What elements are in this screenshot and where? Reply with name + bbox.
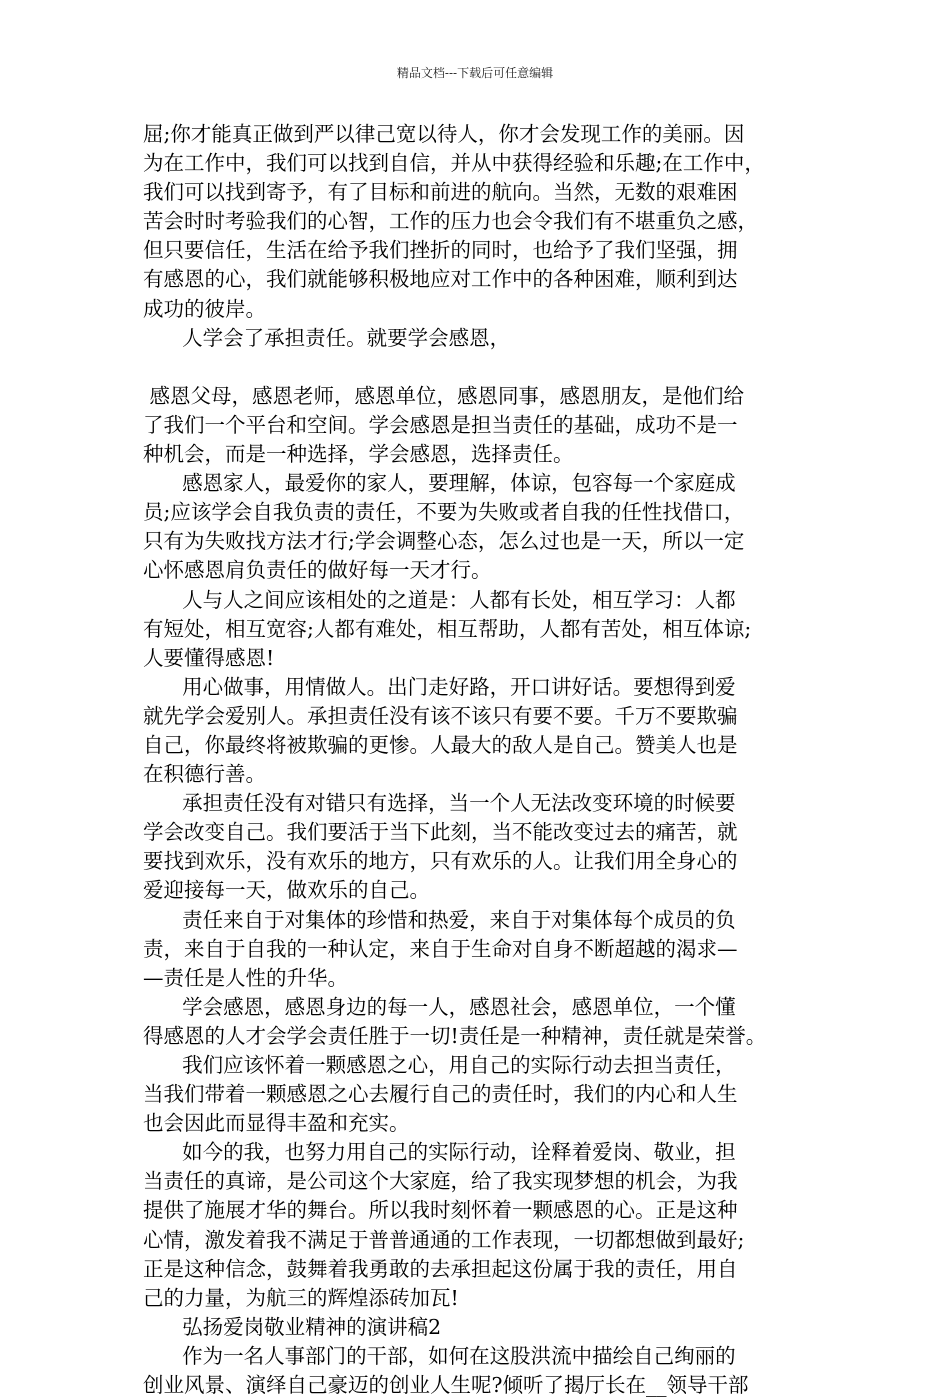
text-line: 正是这种信念，鼓舞着我勇敢的去承担起这份属于我的责任，用自 xyxy=(143,1256,738,1281)
text-line: 人要懂得感恩! xyxy=(143,645,275,670)
text-line xyxy=(143,353,813,382)
text-line: 只有为失败找方法才行;学会调整心态，怎么过也是一天，所以一定 xyxy=(143,529,745,554)
text-line: 心情，激发着我不满足于普普通通的工作表现，一切都想做到最好; xyxy=(143,1227,745,1252)
text-line: —责任是人性的升华。 xyxy=(143,965,348,990)
text-line: 了我们一个平台和空间。学会感恩是担当责任的基础，成功不是一 xyxy=(143,412,738,437)
text-line: 作为一名人事部门的干部，如何在这股洪流中描绘自己绚丽的 xyxy=(143,1343,736,1368)
text-line: 在积德行善。 xyxy=(143,762,266,787)
text-line: 学会改变自己。我们要活于当下此刻，当不能改变过去的痛苦，就 xyxy=(143,820,738,845)
text-line: 如今的我，也努力用自己的实际行动，诠释着爱岗、敬业，担 xyxy=(143,1140,736,1165)
text-line: 己的力量，为航三的辉煌添砖加瓦! xyxy=(143,1285,459,1310)
text-line: 感恩父母，感恩老师，感恩单位，感恩同事，感恩朋友，是他们给 xyxy=(143,383,745,408)
text-line: 学会感恩，感恩身边的每一人，感恩社会，感恩单位，一个懂 xyxy=(143,994,736,1019)
text-line: 也会因此而显得丰盈和充实。 xyxy=(143,1111,410,1136)
text-line: 有短处，相互宽容;人都有难处，相互帮助，人都有苦处，相互体谅; xyxy=(143,616,752,641)
text-line: 苦会时时考验我们的心智，工作的压力也会令我们有不堪重负之感， xyxy=(143,209,758,234)
text-line: 当责任的真谛，是公司这个大家庭，给了我实现梦想的机会，为我 xyxy=(143,1169,738,1194)
text-line: 心怀感恩肩负责任的做好每一天才行。 xyxy=(143,558,492,583)
text-line: 责任来自于对集体的珍惜和热爱，来自于对集体每个成员的负 xyxy=(143,907,736,932)
text-line: 当我们带着一颗感恩之心去履行自己的责任时，我们的内心和人生 xyxy=(143,1082,738,1107)
text-line: 人学会了承担责任。就要学会感恩， xyxy=(143,325,511,350)
text-line: 我们可以找到寄予，有了目标和前进的航向。当然，无数的艰难困 xyxy=(143,180,738,205)
text-line: 就先学会爱别人。承担责任没有该不该只有要不要。千万不要欺骗 xyxy=(143,703,738,728)
text-line: 得感恩的人才会学会责任胜于一切!责任是一种精神，责任就是荣誉。 xyxy=(143,1023,767,1048)
text-line: 有感恩的心，我们就能够积极地应对工作中的各种困难，顺利到达 xyxy=(143,267,738,292)
text-line: 要找到欢乐，没有欢乐的地方，只有欢乐的人。让我们用全身心的 xyxy=(143,849,738,874)
text-line: 但只要信任，生活在给予我们挫折的同时，也给予了我们坚强，拥 xyxy=(143,238,738,263)
text-line: 成功的彼岸。 xyxy=(143,296,266,321)
text-line: 种机会，而是一种选择，学会感恩，选择责任。 xyxy=(143,442,574,467)
text-line: 自己，你最终将被欺骗的更惨。人最大的敌人是自己。赞美人也是 xyxy=(143,732,738,757)
document-body xyxy=(143,120,813,1400)
text-line: 用心做事，用情做人。出门走好路，开口讲好话。要想得到爱 xyxy=(143,674,736,699)
text-line: 爱迎接每一天，做欢乐的自己。 xyxy=(143,878,430,903)
text-line: 弘扬爱岗敬业精神的演讲稿2 xyxy=(143,1314,442,1339)
text-line: 感恩家人，最爱你的家人，要理解，体谅，包容每一个家庭成 xyxy=(143,471,736,496)
text-line: 提供了施展才华的舞台。所以我时刻怀着一颗感恩的心。正是这种 xyxy=(143,1198,738,1223)
text-line: 我们应该怀着一颗感恩之心，用自己的实际行动去担当责任， xyxy=(143,1053,736,1077)
text-line: 责，来自于自我的一种认定，来自于生命对自身不断超越的渴求— xyxy=(143,936,738,961)
page-header: 精品文档---下载后可任意编辑 xyxy=(396,66,554,80)
text-line: 人与人之间应该相处的之道是：人都有长处，相互学习：人都 xyxy=(143,587,736,612)
text-line: 承担责任没有对错只有选择，当一个人无法改变环境的时候要 xyxy=(143,791,736,816)
text-line: 创业风景、演绎自己豪迈的创业人生呢?倾听了揭厅长在__领导干部 xyxy=(143,1373,749,1398)
text-line: 员;应该学会自我负责的责任，不要为失败或者自我的任性找借口， xyxy=(143,500,745,525)
text-line: 为在工作中，我们可以找到自信，并从中获得经验和乐趣;在工作中， xyxy=(143,151,765,176)
text-line: 屈;你才能真正做到严以律己宽以待人，你才会发现工作的美丽。因 xyxy=(143,122,745,146)
